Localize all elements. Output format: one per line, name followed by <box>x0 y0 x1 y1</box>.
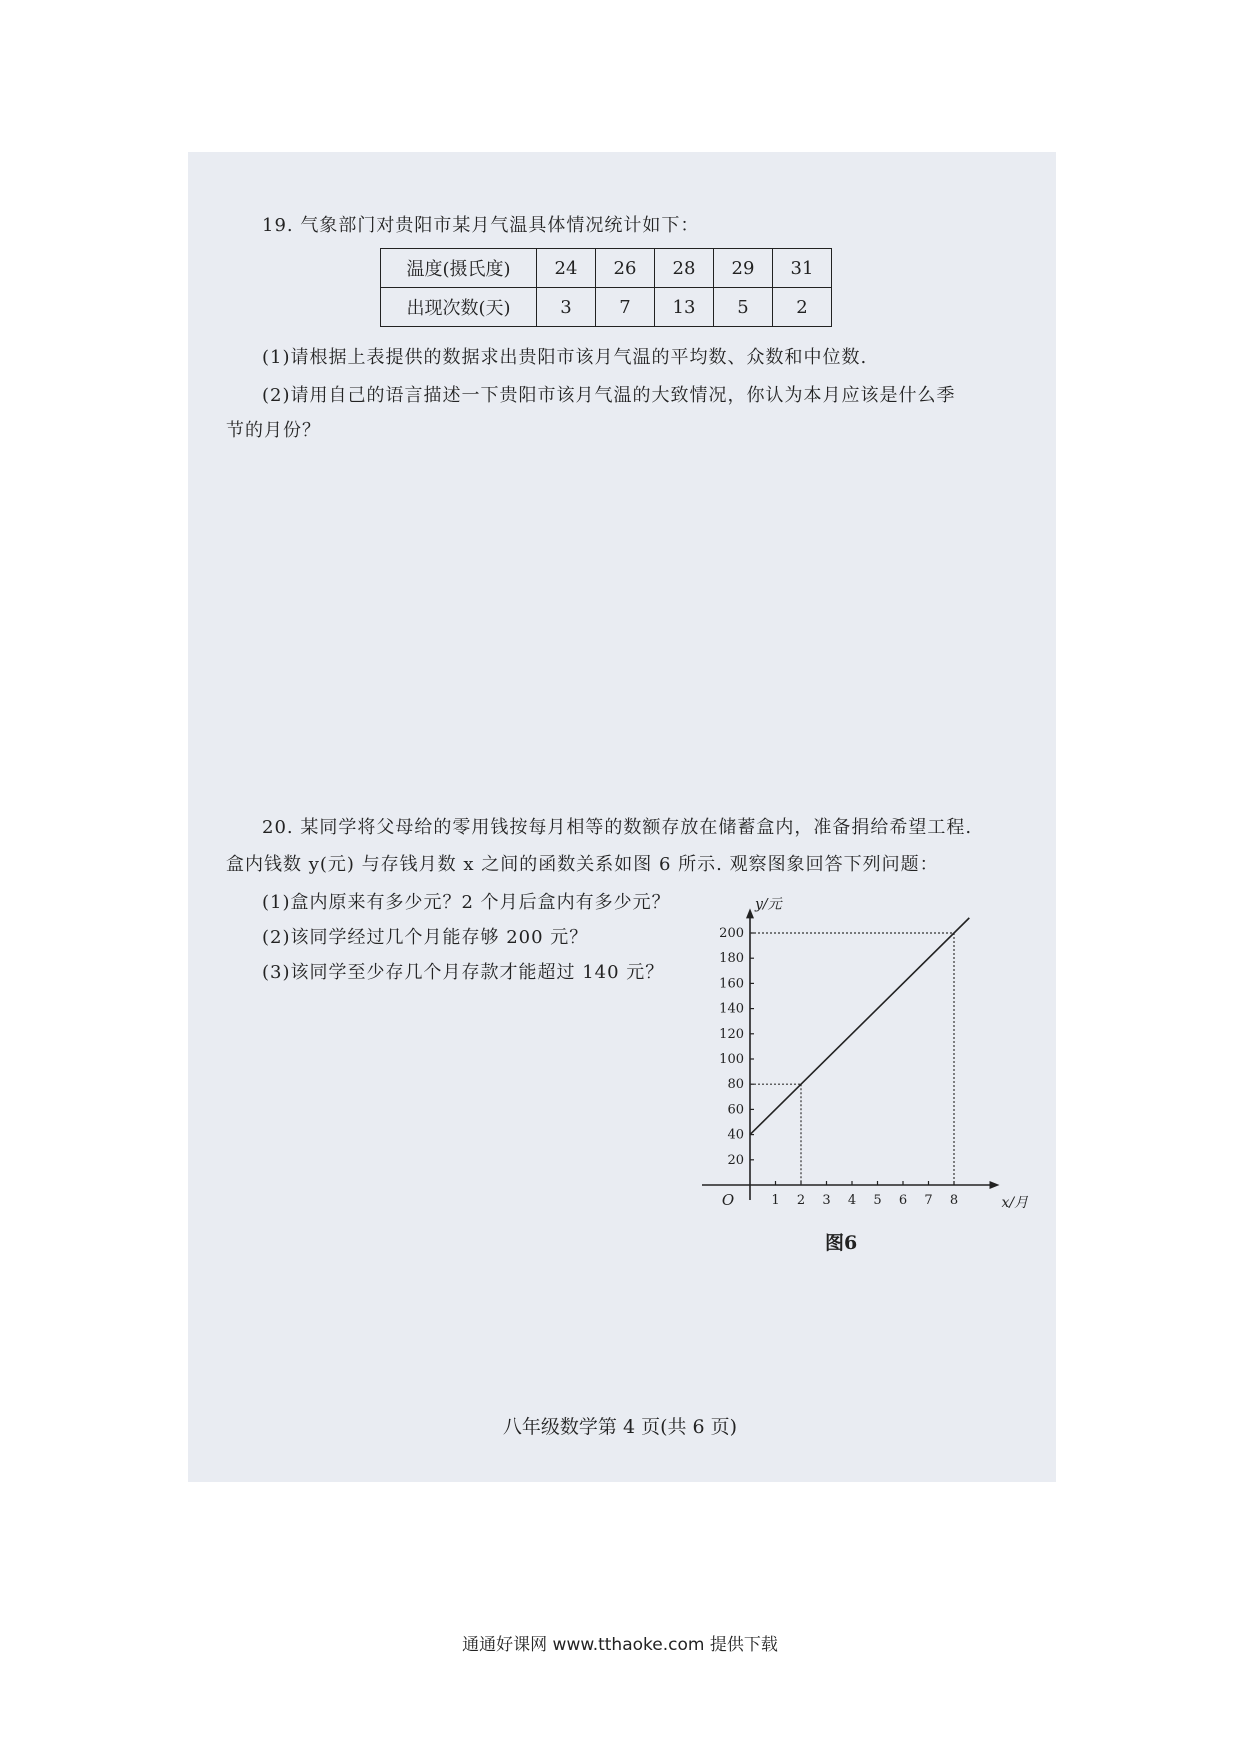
table-row <box>381 249 832 288</box>
y-tick-label: 80 <box>727 1077 744 1093</box>
row2-header: 出现次数(天) <box>381 288 537 327</box>
table-cell: 5 <box>714 288 773 327</box>
y-axis-label: y/元 <box>755 896 782 913</box>
y-tick-label: 20 <box>727 1152 744 1168</box>
row1-header: 温度(摄氏度) <box>381 249 537 288</box>
y-tick-label: 140 <box>719 1001 744 1017</box>
table-cell: 28 <box>655 249 714 288</box>
table-cell: 31 <box>773 249 832 288</box>
q19-part2-line2: 节的月份？ <box>226 420 321 441</box>
table-cell: 7 <box>596 288 655 327</box>
y-tick-label: 120 <box>719 1026 744 1042</box>
table-cell: 29 <box>714 249 773 288</box>
page-footer: 八年级数学第 4 页(共 6 页) <box>502 1416 738 1438</box>
q19-part1: (1)请根据上表提供的数据求出贵阳市该月气温的平均数、众数和中位数. <box>262 347 868 368</box>
q20-part2: (2)该同学经过几个月能存够 200 元？ <box>262 927 589 948</box>
q20-line1: 20. 某同学将父母给的零用钱按每月相等的数额存放在储蓄盒内，准备捐给希望工程. <box>262 817 973 838</box>
y-tick-label: 60 <box>727 1102 744 1118</box>
x-tick-label: 5 <box>873 1193 882 1208</box>
x-tick-label: 8 <box>949 1193 959 1208</box>
x-tick-label: 2 <box>796 1193 806 1208</box>
origin-label: O <box>721 1191 735 1209</box>
q20-line2: 盒内钱数 y(元) 与存钱月数 x 之间的函数关系如图 6 所示. 观察图象回答下列问题： <box>226 854 939 875</box>
table-cell: 3 <box>537 288 596 327</box>
q20-part3: (3)该同学至少存几个月存款才能超过 140 元？ <box>262 962 665 983</box>
y-tick-label: 160 <box>719 976 744 992</box>
x-axis-arrow <box>990 1181 1000 1189</box>
watermark: 通通好课网 www.tthaoke.com 提供下载 <box>462 1635 778 1655</box>
q20-part1: (1)盒内原来有多少元？2 个月后盒内有多少元？ <box>262 892 671 913</box>
x-axis-label: x/月 <box>1001 1195 1029 1211</box>
x-tick-label: 4 <box>847 1193 857 1208</box>
table-cell: 24 <box>537 249 596 288</box>
table-cell: 26 <box>596 249 655 288</box>
x-tick-label: 7 <box>924 1193 933 1208</box>
x-tick-label: 1 <box>771 1193 780 1208</box>
table-cell: 13 <box>655 288 714 327</box>
table-row <box>381 288 832 327</box>
temperature-table <box>380 248 832 327</box>
y-tick-label: 200 <box>719 926 744 941</box>
x-tick-label: 3 <box>822 1193 831 1208</box>
series-line <box>750 918 969 1135</box>
figure-label: 图6 <box>825 1232 858 1254</box>
x-tick-label: 6 <box>898 1193 908 1208</box>
q19-part2-line1: (2)请用自己的语言描述一下贵阳市该月气温的大致情况，你认为本月应该是什么季 <box>262 385 956 406</box>
y-tick-label: 40 <box>727 1127 744 1143</box>
table-cell: 2 <box>773 288 832 327</box>
savings-line-chart <box>690 896 1029 1215</box>
y-tick-label: 100 <box>719 1052 744 1067</box>
y-tick-label: 180 <box>719 951 744 967</box>
q19-stem: 19. 气象部门对贵阳市某月气温具体情况统计如下： <box>262 215 700 236</box>
